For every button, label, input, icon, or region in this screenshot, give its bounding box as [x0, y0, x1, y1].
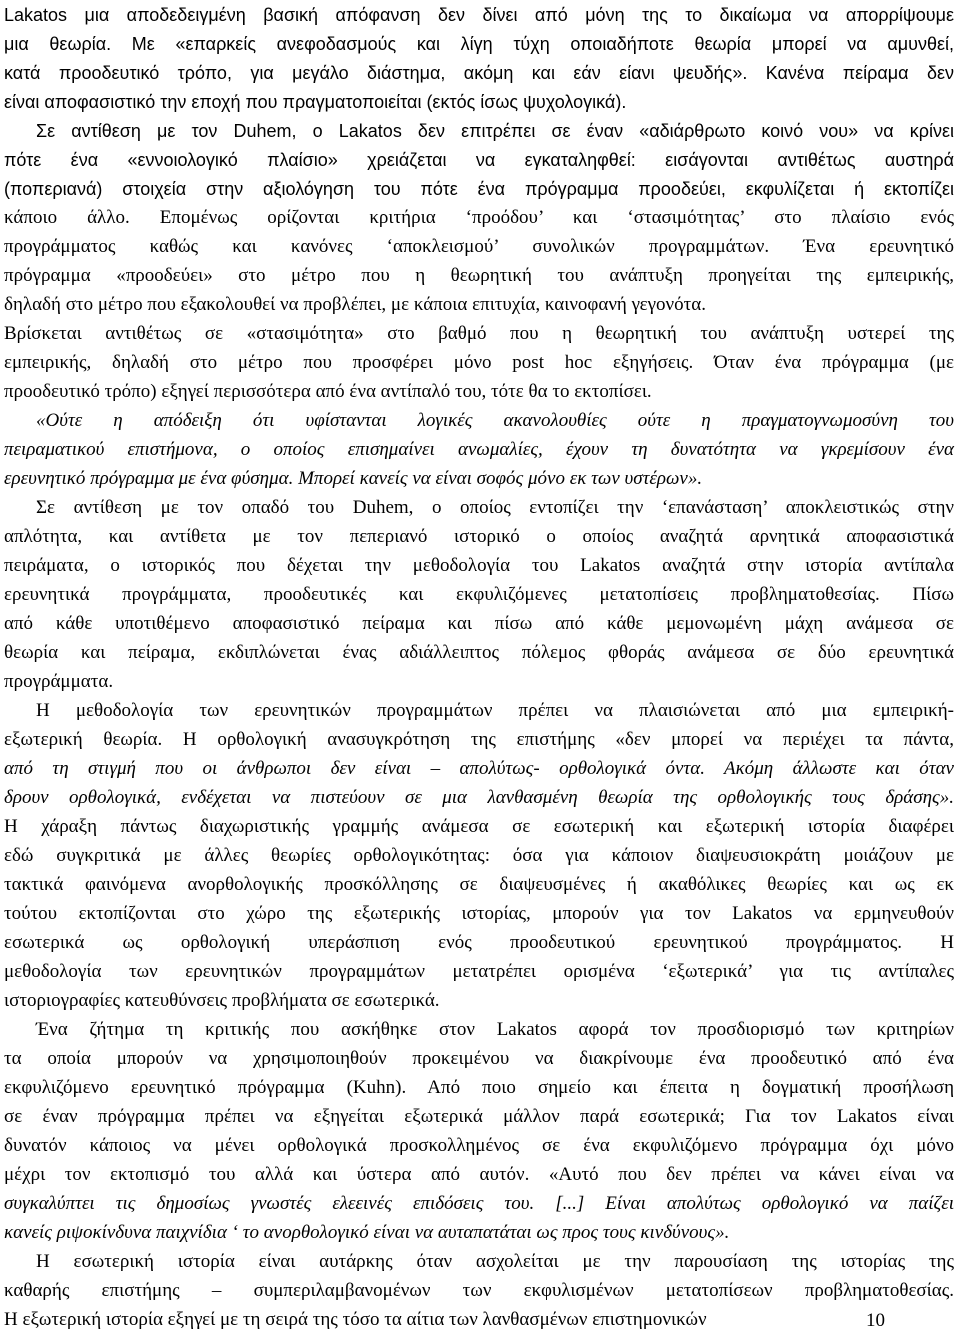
text-line: απλότητα, και αντίθετα με τον πεπεριανό ιστορικό ο οποίος αναζητά αρνητικά αποφασιστικά: [4, 526, 954, 547]
text-line: δρουν ορθολογικά, ενδέχεται να πιστεύουν σε μια λανθασμένη θεωρία της ορθολογικής τους δράσης».: [4, 787, 954, 808]
text-line: μέχρι τον εκτοπισμό του αλλά και ύστερα από αυτόν. «Αυτό που δεν πρέπει να κάνει είναι να: [4, 1164, 954, 1185]
text-line: εσωτερικά ως ορθολογική υπεράσπιση ενός προοδευτικού ερευνητικού προγράμματος. Η: [4, 932, 954, 953]
text-line: μια θεωρία. Με «επαρκείς ανεφοδασμούς και λίγη τύχη οποιαδήποτε θεωρία μπορεί να αμυνθεί,: [4, 34, 954, 54]
text-line: εδώ συγκριτικά με άλλες θεωρίες ορθολογικότητας: όσα για κάποιον διαψευσιοκράτη μοιάζουν με: [4, 845, 954, 866]
text-line: πειράματα, ο ιστορικός που δέχεται την μεθοδολογία του Lakatos αναζητά στην ιστορία αντίπαλα: [4, 555, 954, 576]
text-line: προγράμματος καθώς και κανόνες ‘αποκλεισμού’ συνολικών προγραμμάτων. Ένα ερευνητικό: [4, 236, 954, 257]
text-line: Η εξωτερική ιστορία εξηγεί με τη σειρά της τόσο τα αίτια των λανθασμένων επιστημονικών: [4, 1309, 707, 1330]
text-line: (ποπεριανά) στοιχεία στην αξιολόγηση του πότε ένα πρόγραμμα προοδεύει, εκφυλίζεται ή εκτοπίζει: [4, 179, 954, 199]
text-line: ερευνητικά προγράμματα, προοδευτικές και εκφυλιζόμενες μετατοπίσεις προβληματοθεσίας. Πίσω: [4, 584, 954, 605]
text-line: κανείς ριψοκίνδυνα παιχνίδια ‘ το ανορθολογικό είναι να αυταπατάται ως προς τους κινδύνους».: [4, 1222, 730, 1243]
text-line: καθαρής επιστήμης – συμπεριλαμβανομένων των εκφυλισμένων μετατοπίσεων προβληματοθεσίας.: [4, 1280, 954, 1301]
text-line: τούτου εκτοπίζονται στο χώρο της εξωτερικής ιστορίας, μπορούν για τον Lakatos να ερμηνευθούν: [4, 903, 954, 924]
page-number: 10: [866, 1310, 885, 1331]
text-line: Βρίσκεται αντιθέτως σε «στασιμότητα» στο βαθμό που η θεωρητική του ανάπτυξη υστερεί της: [4, 323, 954, 344]
text-line: πρόγραμμα «προοδεύει» στο μέτρο που η θεωρητική του ανάπτυξη προηγείται της εμπειρικής,: [4, 265, 954, 286]
text-line: μεθοδολογία των ερευνητικών προγραμμάτων μετατρέπει ορισμένα ‘εξωτερικά’ για τις αντίπαλες: [4, 961, 954, 982]
text-line: ερευνητικό πρόγραμμα με ένα φύσημα. Μπορεί κανείς να είναι σοφός μόνο εκ των υστέρων».: [4, 468, 703, 489]
text-line: ιστοριογραφίες κατευθύνσεις προβλήματα σε εσωτερικά.: [4, 990, 440, 1011]
text-line: πότε ένα «εννοιολογικό πλαίσιο» χρειάζεται να εγκαταληφθεί: εισάγονται αντιθέτως αυστηρά: [4, 150, 954, 170]
text-line: προγράμματα.: [4, 671, 114, 692]
text-line: είναι αποφασιστικό την εποχή που πραγματοποιείται (εκτός ίσως ψυχολογικά).: [4, 92, 627, 112]
text-line: πειραματικού επιστήμονα, ο οποίος επισημαίνει ανωμαλίες, έχουν τη δυνατότητα να γκρεμίσουν ένα: [4, 439, 954, 460]
text-line: κατά προοδευτικό τρόπο, για μεγάλο διάστημα, ακόμη και εάν είανι ψευδής». Κανένα πείραμα δεν: [4, 63, 954, 83]
text-line: από τη στιγμή που οι άνθρωποι δεν είναι – απολύτως- ορθολογικά όντα. Ακόμη άλλωστε και όταν: [4, 758, 954, 779]
text-line: δυνατόν κάποιος να μένει ορθολογικά προσκολλημένος σε ένα εκφυλιζόμενο πρόγραμμα όχι μόνο: [4, 1135, 954, 1156]
text-line: συγκαλύπτει τις δημοσίως γνωστές ελεεινές επιδόσεις του. [...] Είναι απολύτως ορθολογικό να παίζει: [4, 1193, 954, 1214]
text-line: εξωτερική θεωρία. Η ορθολογική ανασυγκρότηση της επιστήμης «δεν μπορεί να περιέχει τα πάντα,: [4, 729, 954, 750]
text-line: «Ούτε η απόδειξη ότι υφίστανται λογικές ακανολουθίες ούτε η πραγματογνωμοσύνη του: [36, 410, 954, 431]
text-line: Η χάραξη πάντως διαχωριστικής γραμμής ανάμεσα σε εσωτερική και εξωτερική ιστορία διαφέρει: [4, 816, 954, 837]
text-line: Lakatos μια αποδεδειγμένη βασική απόφανση δεν δίνει από μόνη της το δικαίωμα να απορρίψουμε: [4, 5, 954, 25]
text-line: τα οποία μπορούν να χρησιμοποιηθούν προκειμένου να διακρίνουμε ένα προοδευτικό από ένα: [4, 1048, 954, 1069]
text-line: Ένα ζήτημα τη κριτικής που ασκήθηκε στον Lakatos αφορά τον προσδιορισμό των κριτηρίων: [36, 1019, 954, 1040]
text-line: Η εσωτερική ιστορία είναι αυτάρκης όταν ασχολείται με την παρουσίαση της ιστορίας της: [36, 1251, 954, 1272]
text-line: Η μεθοδολογία των ερευνητικών προγραμμάτων πρέπει να πλαισιώνεται από μια εμπειρική-: [36, 700, 954, 721]
text-line: σε έναν πρόγραμμα πρέπει να εξηγείται εξωτερικά μάλλον παρά εσωτερικά; Για τον Lakatos είναι: [4, 1106, 954, 1127]
text-line: εκφυλιζόμενο ερευνητικό πρόγραμμα (Kuhn). Από ποιο σημείο και έπειτα η δογματική προσήλωση: [4, 1077, 954, 1098]
text-line: κάποιο άλλο. Επομένως ορίζονται κριτήρια ‘προόδου’ και ‘στασιμότητας’ στο πλαίσιο ενός: [4, 207, 954, 228]
text-line: δηλαδή στο μέτρο που εξακολουθεί να προβλέπει, με κάποια επιτυχία, καινοφανή γεγονότα.: [4, 294, 706, 315]
text-line: εμπειρικής, δηλαδή στο μέτρο που προσφέρει μόνο post hoc εξηγήσεις. Όταν ένα πρόγραμμα (με: [4, 352, 954, 373]
text-line: Σε αντίθεση με τον οπαδό του Duhem, ο οποίος εντοπίζει την ‘επανάσταση’ αποκλειστικώς στην: [36, 497, 954, 518]
text-line: προοδευτικό τρόπο) εξηγεί περισσότερα από ένα αντίπαλό του, τότε θα το εκτοπίσει.: [4, 381, 652, 402]
text-line: Σε αντίθεση με τον Duhem, ο Lakatos δεν επιτρέπει σε έναν «αδιάρθρωτο κοινό νου» να κρίνει: [36, 121, 954, 141]
text-line: από κάθε υποτιθέμενο αποφασιστικό πείραμα και πίσω από κάθε μεμονωμένη μάχη ανάμεσα σε: [4, 613, 954, 634]
text-line: θεωρία και πείραμα, εκδιπλώνεται ένας αδιάλλειπτος πόλεμος φθοράς ανάμεσα σε δύο ερευνητικά: [4, 642, 954, 663]
text-line: τακτικά φαινόμενα ανορθολογικής προσκόλλησης σε διαψευσμένες ή ακαθόλικες θεωρίες και ως εκ: [4, 874, 954, 895]
